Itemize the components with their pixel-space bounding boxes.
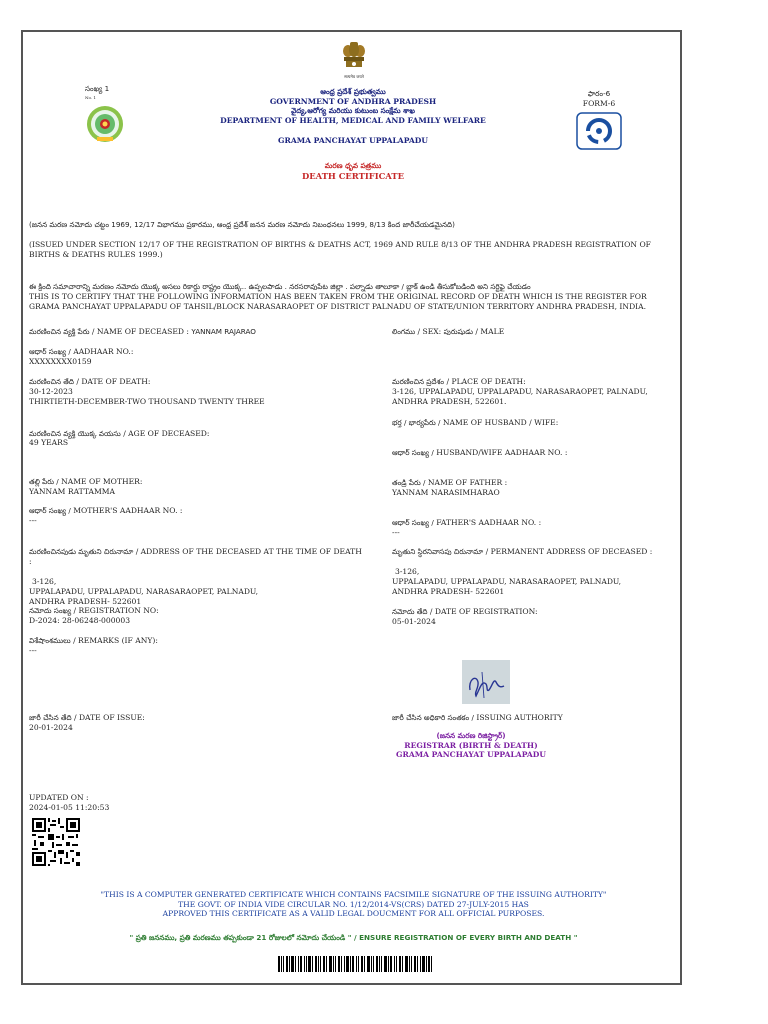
age-label-telugu: మరణించిన వ్యక్తి యొక్క వయసు (29, 429, 121, 438)
spouse-aadhaar-row (392, 448, 567, 458)
cert-title-telugu: మరణ ధృవ పత్రము (324, 160, 382, 170)
title-block (173, 87, 533, 181)
qr-code (32, 818, 80, 866)
address-line-1: 3-126, (32, 577, 57, 586)
registrar-block (381, 731, 561, 760)
aadhaar-row (29, 347, 133, 357)
dod-label: / DATE OF DEATH: (73, 377, 151, 386)
issued-under-telugu: (జనన మరణ నమోదు చట్టం 1969, 12/17 విభాగము ప్రకారము, ఆంధ్ర ప్రదేశ్ జనన మరణ నమోదు నిబంధనలు 1999, 8/13 కింద జారీచేయడమైనది) (29, 220, 455, 229)
crs-logo (576, 112, 622, 150)
issue-row (29, 713, 145, 723)
perm-label: / PERMANENT ADDRESS OF DECEASED : (483, 547, 653, 556)
father-aadhaar-label-telugu: ఆధార్ సంఖ్య / (392, 518, 434, 527)
pod-value-1: 3-126, UPPALAPADU, UPPALAPADU, NARASARAOPET, PALNADU, (392, 387, 648, 396)
regdate-label-telugu: నమోదు తేది (392, 607, 428, 616)
signature-image (462, 660, 510, 704)
name-value: YANNAM RAJARAO (191, 327, 256, 336)
spouse-aadhaar-label: HUSBAND/WIFE AADHAAR NO. : (433, 448, 568, 457)
registrar-telugu: (జనన మరణ రిజిస్ట్రార్) (436, 731, 506, 740)
issue-label: / DATE OF ISSUE: (71, 713, 145, 722)
footer-note (23, 890, 684, 919)
pod-label: / PLACE OF DEATH: (444, 377, 526, 386)
issue-label-telugu: జారీ చేసిన తేది (29, 713, 72, 722)
sex-value-telugu: పురుషుడు (443, 327, 473, 336)
dod-value: 30-12-2023 (29, 387, 73, 396)
sex-value: / MALE (473, 327, 505, 336)
address-label: / ADDRESS OF THE DECEASED AT THE TIME OF DEATH (133, 547, 362, 556)
age-label: / AGE OF DECEASED: (120, 429, 210, 438)
note-line-3: APPROVED THIS CERTIFICATE AS A VALID LEGAL DOUCMENT FOR ALL OFFICIAL PURPOSES. (162, 909, 545, 919)
updated-label: UPDATED ON : (29, 793, 89, 802)
mother-label-telugu: తల్లి పేరు / (29, 477, 59, 486)
address-line-2: UPPALAPADU, UPPALAPADU, NARASARAOPET, PALNADU, (29, 587, 259, 596)
name-of-deceased-row (29, 327, 256, 337)
perm-line-1: 3-126, (395, 567, 420, 576)
mother-aadhaar-label-telugu: ఆధార్ సంఖ్య / (29, 506, 71, 515)
dept-english: DEPARTMENT OF HEALTH, MEDICAL AND FAMILY WELFARE (220, 115, 486, 125)
father-row (392, 478, 507, 488)
dod-label-telugu: మరణించిన తేది (29, 377, 74, 386)
regno-row (29, 606, 159, 616)
spouse-aadhaar-label-telugu: ఆధార్ సంఖ్య / (392, 448, 434, 457)
registrar-title: REGISTRAR (BIRTH & DEATH) (404, 740, 538, 750)
slogan: " ప్రతి జననము, ప్రతి మరణము తప్పకుండా 21 రోజులలో నమోదు చేయండి " / ENSURE REGISTRATION OF EVERY BIRTH AND DEATH " (129, 933, 578, 942)
mother-aadhaar-value: --- (29, 516, 37, 525)
remarks-label-telugu: విశేషాంశములు (29, 636, 71, 645)
form-telugu: ఫారం-6 (587, 89, 611, 98)
regno-value: D-2024: 28-06248-000003 (29, 616, 131, 625)
aadhaar-label-telugu: ఆధార్ సంఖ్య / (29, 347, 71, 356)
sex-row (392, 327, 504, 337)
gov-telugu: ఆంధ్ర ప్రదేశ్ ప్రభుత్వము (320, 87, 386, 96)
issued-under-english: (ISSUED UNDER SECTION 12/17 OF THE REGISTRATION OF BIRTHS & DEATHS ACT, 1969 AND RULE 8/13 OF THE ANDHRA PRADESH REGISTRATION OF BIRTHS & DEATHS RULES 1999.) (29, 240, 651, 259)
regno-label: / REGISTRATION NO: (71, 606, 159, 615)
father-label-telugu: తండ్రి పేరు / (392, 478, 426, 487)
sex-label: / SEX: (415, 327, 444, 336)
dod-words: THIRTIETH-DECEMBER-TWO THOUSAND TWENTY THREE (29, 397, 265, 406)
authority-label-telugu: జారీ చేసిన అధికారి సంతకం / (392, 713, 474, 722)
certify-telugu: ఈ క్రింది సమాచారాన్ని మరణం నమోదు యొక్క అసలు రికార్డు రాష్ట్రం యొక్క.. ఉప్పలపాడు . నరసరావుపేట జిల్లా . పల్నాడు తాలూకా / బ్లాక్ ఉండి తీసుకోబడింది అని సర్టిఫై చేయడం (29, 282, 531, 291)
certify-english: THIS IS TO CERTIFY THAT THE FOLLOWING INFORMATION HAS BEEN TAKEN FROM THE ORIGINAL RECORD OF DEATH WHICH IS THE REGISTER FOR GRAMA PANCHAYAT UPPALAPADU OF TAHSIL/BLOCK NARASARAOPET OF DISTRICT PALNADU OF STATE/UNION TERRITORY ANDHRA PRADESH, INDIA. (29, 292, 647, 311)
father-value: YANNAM NARASIMHARAO (392, 488, 500, 497)
pod-label-telugu: మరణించిన ప్రదేశం (392, 377, 445, 386)
remarks-row (29, 636, 158, 646)
spouse-row (392, 418, 558, 428)
aadhaar-label: AADHAAR NO.: (70, 347, 134, 356)
certificate-sheet (21, 30, 682, 985)
perm-label-telugu: మృతుని స్థిరనివాసపు చిరునామా (392, 547, 484, 556)
updated-value: 2024-01-05 11:20:53 (29, 803, 110, 812)
regdate-value: 05-01-2024 (392, 617, 436, 626)
mother-value: YANNAM RATTAMMA (29, 487, 116, 496)
note-line-1: "THIS IS A COMPUTER GENERATED CERTIFICATE WHICH CONTAINS FACSIMILE SIGNATURE OF THE ISSUING AUTHORITY" (100, 890, 607, 899)
regdate-row (392, 607, 538, 617)
address-row (29, 547, 362, 557)
perm-address-row (392, 547, 652, 557)
registrar-office: GRAMA PANCHAYAT UPPALAPADU (396, 750, 546, 760)
authority-label: ISSUING AUTHORITY (473, 713, 563, 722)
father-aadhaar-label: FATHER'S AADHAAR NO. : (433, 518, 542, 527)
name-label-telugu: మరణించిన వ్యక్తి పేరు (29, 327, 90, 336)
perm-line-2: UPPALAPADU, UPPALAPADU, NARASARAOPET, PALNADU, (392, 577, 622, 586)
serial-label: సంఖ్య 1 (85, 84, 110, 93)
age-value: 49 YEARS (29, 438, 69, 447)
perm-line-3: ANDHRA PRADESH- 522601 (392, 587, 505, 596)
regdate-label: / DATE OF REGISTRATION: (427, 607, 538, 616)
barcode (278, 956, 434, 972)
form-english: FORM-6 (582, 99, 616, 108)
pod-row (392, 377, 526, 387)
serial-sub: No. 1 (85, 95, 96, 100)
cert-title-english: DEATH CERTIFICATE (302, 170, 404, 181)
remarks-label: / REMARKS (IF ANY): (70, 636, 158, 645)
pod-value-2: ANDHRA PRADESH, 522601. (392, 397, 507, 406)
note-line-2: THE GOVT. OF INDIA VIDE CIRCULAR NO. 1/12/2014-VS(CRS) DATED 27-JULY-2015 HAS (178, 899, 529, 909)
name-label: / NAME OF DECEASED : (89, 327, 192, 336)
mother-row (29, 477, 142, 487)
spouse-label: NAME OF HUSBAND / WIFE: (440, 418, 559, 427)
gov-english: GOVERNMENT OF ANDHRA PRADESH (269, 96, 437, 106)
address-line-3: ANDHRA PRADESH- 522601 (29, 597, 142, 606)
father-aadhaar-value: --- (392, 528, 400, 537)
spouse-label-telugu: భర్త / భార్యపేరు / (392, 418, 441, 427)
emblem-motto: सत्यमेव जयते (344, 74, 364, 79)
ap-state-logo (85, 104, 125, 144)
national-emblem (336, 40, 372, 79)
regno-label-telugu: నమోదు సంఖ్య (29, 606, 72, 615)
father-label: NAME OF FATHER : (425, 478, 508, 487)
mother-aadhaar-row (29, 506, 182, 516)
address-label-telugu: మరణించినపుడు మృతుని చిరునామా (29, 547, 134, 556)
aadhaar-value: XXXXXXXX0159 (29, 357, 92, 366)
mother-label: NAME OF MOTHER: (58, 477, 143, 486)
authority-row (392, 713, 563, 723)
mother-aadhaar-label: MOTHER'S AADHAAR NO. : (70, 506, 183, 515)
issue-value: 20-01-2024 (29, 723, 73, 732)
dept-telugu: వైద్య,ఆరోగ్య మరియు కుటుంబ సంక్షేమ శాఖ (291, 106, 415, 116)
remarks-value: --- (29, 646, 37, 655)
dod-row (29, 377, 150, 387)
father-aadhaar-row (392, 518, 541, 528)
address-colon: : (29, 557, 32, 566)
sex-label-telugu: లింగము (392, 327, 416, 336)
panchayat-name: GRAMA PANCHAYAT UPPALAPADU (278, 136, 428, 146)
